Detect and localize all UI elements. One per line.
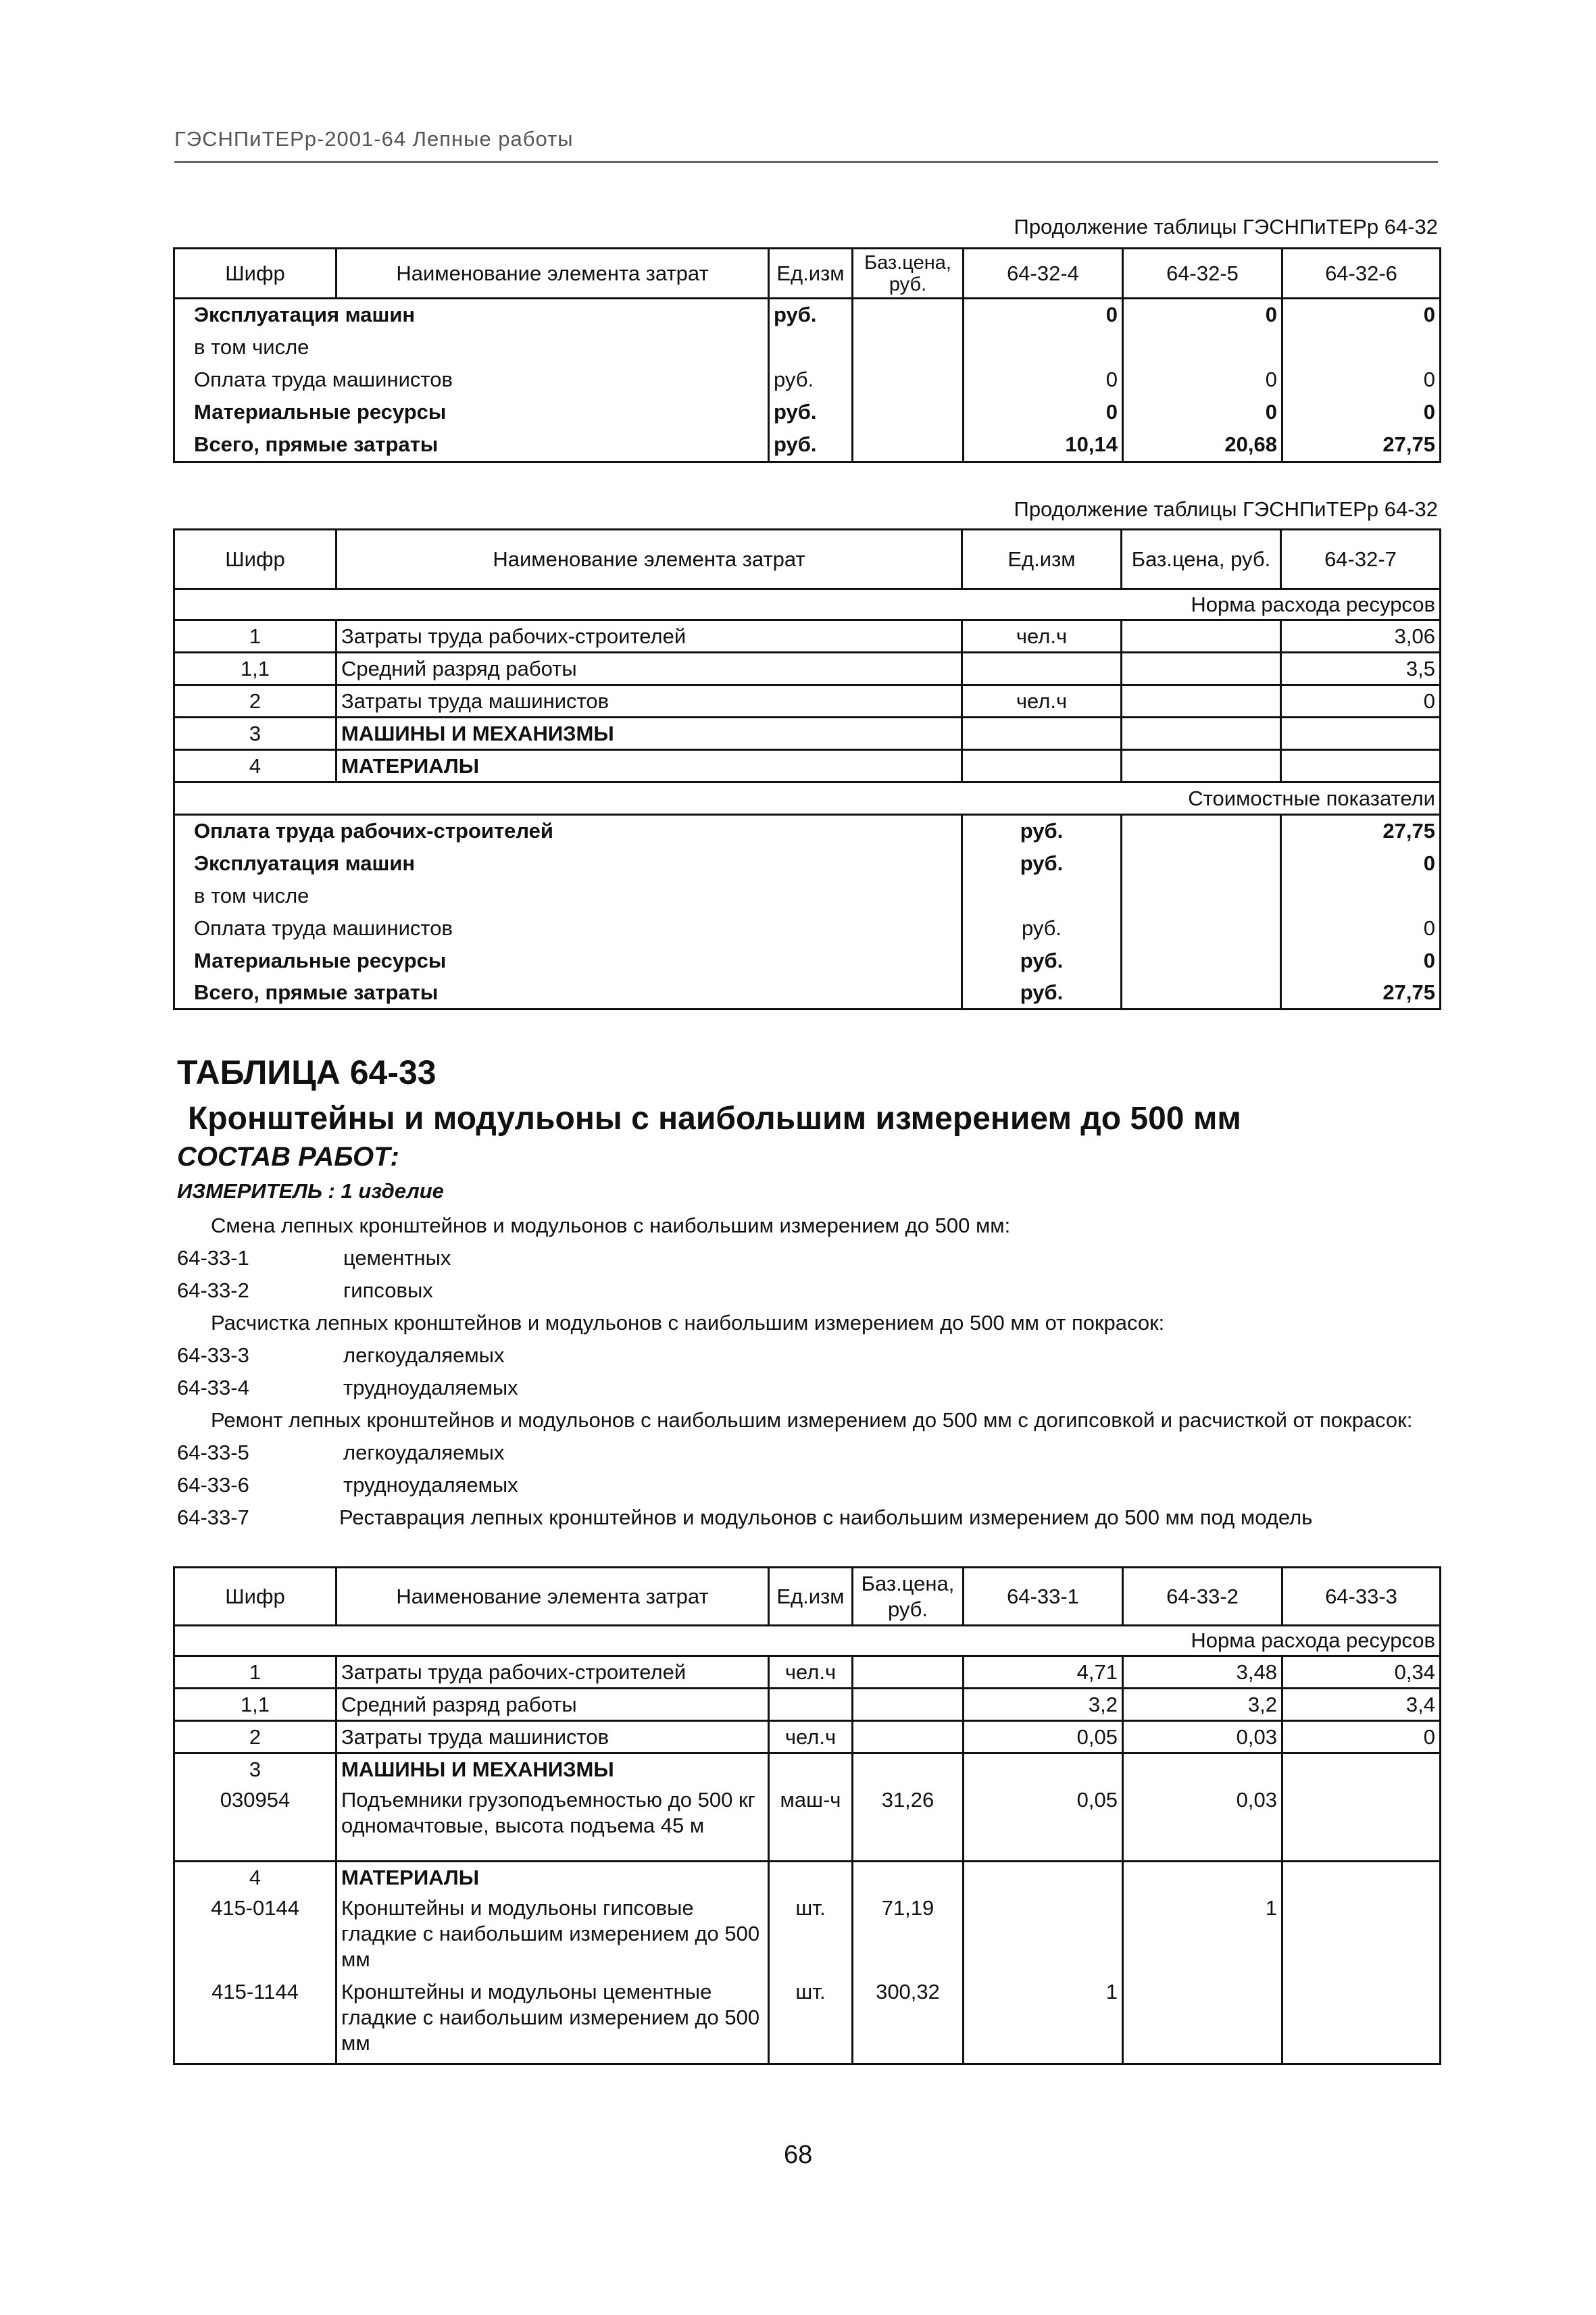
t1-r3-v0: 0 <box>964 396 1123 428</box>
t1-r3-unit: руб. <box>769 396 853 428</box>
t3-r7-name: Кронштейны и модульоны цементные гладкие с наибольшим измерением до 500 мм <box>336 1978 769 2064</box>
table-row <box>174 847 1441 880</box>
t2-c3-name: Оплата труда машинистов <box>174 912 962 945</box>
t2-c5-name: Всего, прямые затраты <box>174 977 962 1010</box>
t2-c4-unit: руб. <box>962 945 1122 977</box>
table-row <box>174 1721 1441 1753</box>
t3-r2-v1: 0,03 <box>1123 1721 1282 1753</box>
intro-repair: Ремонт лепных кронштейнов и модульонов с наибольшим измерением до 500 мм с догипсовкой и расчисткой от покрасок: <box>211 1408 1413 1432</box>
t2-h-unit: Ед.изм <box>962 530 1122 589</box>
table-row <box>174 750 1441 782</box>
t3-r1-v0: 3,2 <box>964 1689 1123 1721</box>
table-row <box>174 620 1441 653</box>
t3-r7-code: 415-1144 <box>174 1978 336 2064</box>
t3-r4-v1: 0,03 <box>1123 1786 1282 1862</box>
t2-c4-v: 0 <box>1281 945 1441 977</box>
table1-caption: Продолжение таблицы ГЭСНПиТЕРр 64-32 <box>1014 215 1438 239</box>
t1-r1-name: в том числе <box>174 331 769 364</box>
page-number: 68 <box>784 2141 813 2169</box>
t2-cost-label: Стоимостные показатели <box>174 782 1441 815</box>
table-row <box>174 299 1441 331</box>
table-row <box>174 1689 1441 1721</box>
table-row <box>174 1753 1441 1786</box>
t1-h-code: Шифр <box>174 249 336 299</box>
t2-c0-v: 27,75 <box>1281 815 1441 847</box>
t2-c0-name: Оплата труда рабочих-строителей <box>174 815 962 847</box>
t2-h-col1: 64-32-7 <box>1281 530 1441 589</box>
table-row <box>174 815 1441 847</box>
item-code: 64-33-6 <box>177 1473 249 1497</box>
t3-r6-v0 <box>964 1894 1123 1978</box>
t1-r2-v1: 0 <box>1123 364 1282 396</box>
item-code: 64-33-1 <box>177 1246 249 1270</box>
item-text: Реставрация лепных кронштейнов и модульонов с наибольшим измерением до 500 мм под модель <box>339 1505 1313 1529</box>
t1-h-name: Наименование элемента затрат <box>336 249 769 299</box>
t2-r1-v: 3,5 <box>1281 653 1441 685</box>
t3-r1-v1: 3,2 <box>1123 1689 1282 1721</box>
t3-r1-code: 1,1 <box>174 1689 336 1721</box>
table-row <box>174 1862 1441 1894</box>
table-row <box>174 880 1441 912</box>
table-row <box>174 718 1441 750</box>
item-text: легкоудаляемых <box>343 1343 505 1367</box>
t3-r6-v1: 1 <box>1123 1894 1282 1978</box>
item-code: 64-33-7 <box>177 1505 249 1529</box>
t2-r0-name: Затраты труда рабочих-строителей <box>336 620 962 653</box>
t3-r2-price <box>853 1721 964 1753</box>
item-code: 64-33-5 <box>177 1441 249 1464</box>
t1-h-price: Баз.цена, руб. <box>853 249 964 299</box>
t3-r6-name: Кронштейны и модульоны гипсовые гладкие с наибольшим измерением до 500 мм <box>336 1894 769 1978</box>
t3-r4-v0: 0,05 <box>964 1786 1123 1862</box>
t3-r0-v0: 4,71 <box>964 1656 1123 1689</box>
t1-r0-v0: 0 <box>964 299 1123 331</box>
running-header: ГЭСНПиТЕРр-2001-64 Лепные работы <box>174 127 574 151</box>
t3-r6-price: 71,19 <box>853 1894 964 1978</box>
t2-r3-name: МАШИНЫ И МЕХАНИЗМЫ <box>336 718 962 750</box>
t3-r4-name: Подъемники грузоподъемностью до 500 кг одномачтовые, высота подъема 45 м <box>336 1786 769 1862</box>
t1-r3-name: Материальные ресурсы <box>174 396 769 428</box>
t3-h-name: Наименование элемента затрат <box>336 1568 769 1626</box>
t3-r0-unit: чел.ч <box>769 1656 853 1689</box>
table-row <box>174 1786 1441 1862</box>
t2-h-price: Баз.цена, руб. <box>1122 530 1281 589</box>
t3-h-code: Шифр <box>174 1568 336 1626</box>
t3-r7-price: 300,32 <box>853 1978 964 2064</box>
t2-r4-code: 4 <box>174 750 336 782</box>
t3-r3-name: МАШИНЫ И МЕХАНИЗМЫ <box>336 1753 769 1786</box>
t3-r2-v0: 0,05 <box>964 1721 1123 1753</box>
t2-c1-unit: руб. <box>962 847 1122 880</box>
t1-r2-v2: 0 <box>1282 364 1441 396</box>
t2-r3-code: 3 <box>174 718 336 750</box>
t2-c3-unit: руб. <box>962 912 1122 945</box>
table2 <box>173 528 1441 1010</box>
t1-r3-v1: 0 <box>1123 396 1282 428</box>
t2-c2-name: в том числе <box>174 880 962 912</box>
t2-r2-code: 2 <box>174 685 336 718</box>
t1-r0-name: Эксплуатация машин <box>174 299 769 331</box>
t2-h-code: Шифр <box>174 530 336 589</box>
t1-h-unit: Ед.изм <box>769 249 853 299</box>
t2-r0-v: 3,06 <box>1281 620 1441 653</box>
table-row <box>174 1656 1441 1689</box>
t3-r0-price <box>853 1656 964 1689</box>
item-text: гипсовых <box>343 1278 433 1302</box>
t3-r4-code: 030954 <box>174 1786 336 1862</box>
item-code: 64-33-4 <box>177 1376 249 1399</box>
table-row <box>174 653 1441 685</box>
t3-r0-name: Затраты труда рабочих-строителей <box>336 1656 769 1689</box>
item-text: трудноудаляемых <box>343 1473 518 1497</box>
item-text: легкоудаляемых <box>343 1441 505 1464</box>
t2-r1-name: Средний разряд работы <box>336 653 962 685</box>
t3-r0-v2: 0,34 <box>1282 1656 1441 1689</box>
table-row <box>174 364 1441 396</box>
table-row <box>174 1978 1441 2064</box>
t2-c1-v: 0 <box>1281 847 1441 880</box>
table-title: ТАБЛИЦА 64-33 <box>177 1053 437 1091</box>
t3-r0-code: 1 <box>174 1656 336 1689</box>
table-row <box>174 685 1441 718</box>
t3-r5-code: 4 <box>174 1862 336 1894</box>
t3-r3-code: 3 <box>174 1753 336 1786</box>
section-subtitle: Кронштейны и модульоны с наибольшим измерением до 500 мм <box>188 1101 1241 1137</box>
t2-c3-v: 0 <box>1281 912 1441 945</box>
table-row <box>174 912 1441 945</box>
work-heading: СОСТАВ РАБОТ: <box>177 1142 399 1172</box>
table-row <box>174 331 1441 364</box>
table-row <box>174 1894 1441 1978</box>
t3-r6-code: 415-0144 <box>174 1894 336 1978</box>
table-row <box>174 396 1441 428</box>
t2-r2-unit: чел.ч <box>962 685 1122 718</box>
t3-r0-v1: 3,48 <box>1123 1656 1282 1689</box>
t1-h-col3: 64-32-6 <box>1282 249 1441 299</box>
t2-norm-label: Норма расхода ресурсов <box>174 589 1441 620</box>
t1-h-col2: 64-32-5 <box>1123 249 1282 299</box>
t2-r1-code: 1,1 <box>174 653 336 685</box>
table1 <box>173 247 1441 463</box>
t3-r7-v1 <box>1123 1978 1282 2064</box>
t1-r0-v1: 0 <box>1123 299 1282 331</box>
item-code: 64-33-3 <box>177 1343 249 1367</box>
t3-h-unit: Ед.изм <box>769 1568 853 1626</box>
t3-h-price: Баз.цена, руб. <box>853 1568 964 1626</box>
t3-r4-price: 31,26 <box>853 1786 964 1862</box>
item-text: цементных <box>343 1246 451 1270</box>
t3-r2-unit: чел.ч <box>769 1721 853 1753</box>
t3-r1-price <box>853 1689 964 1721</box>
t1-r4-name: Всего, прямые затраты <box>174 428 769 462</box>
t1-r2-name: Оплата труда машинистов <box>174 364 769 396</box>
t3-r6-v2 <box>1282 1894 1441 1978</box>
t2-c5-v: 27,75 <box>1281 977 1441 1010</box>
item-code: 64-33-2 <box>177 1278 249 1302</box>
t3-r7-v2 <box>1282 1978 1441 2064</box>
t3-r6-unit: шт. <box>769 1894 853 1978</box>
t2-r4-name: МАТЕРИАЛЫ <box>336 750 962 782</box>
t3-h-col1: 64-33-1 <box>964 1568 1123 1626</box>
t1-r2-v0: 0 <box>964 364 1123 396</box>
t3-r7-v0: 1 <box>964 1978 1123 2064</box>
t3-r4-v2 <box>1282 1786 1441 1862</box>
t2-r2-v: 0 <box>1281 685 1441 718</box>
t1-r2-unit: руб. <box>769 364 853 396</box>
item-text: трудноудаляемых <box>343 1376 518 1399</box>
table-row <box>174 428 1441 462</box>
t2-c5-unit: руб. <box>962 977 1122 1010</box>
t1-r3-v2: 0 <box>1282 396 1441 428</box>
t1-r4-unit: руб. <box>769 428 853 462</box>
t2-r2-name: Затраты труда машинистов <box>336 685 962 718</box>
t2-c0-unit: руб. <box>962 815 1122 847</box>
t3-r7-unit: шт. <box>769 1978 853 2064</box>
t1-r0-v2: 0 <box>1282 299 1441 331</box>
t3-r2-v2: 0 <box>1282 1721 1441 1753</box>
intro-replace: Смена лепных кронштейнов и модульонов с наибольшим измерением до 500 мм: <box>211 1214 1011 1237</box>
t3-r5-name: МАТЕРИАЛЫ <box>336 1862 769 1894</box>
t1-h-col1: 64-32-4 <box>964 249 1123 299</box>
measure-unit: ИЗМЕРИТЕЛЬ : 1 изделие <box>177 1179 444 1203</box>
t1-r4-v2: 27,75 <box>1282 428 1441 462</box>
table-row <box>174 977 1441 1010</box>
t2-h-name: Наименование элемента затрат <box>336 530 962 589</box>
intro-clean: Расчистка лепных кронштейнов и модульонов с наибольшим измерением до 500 мм от покрасок: <box>211 1311 1165 1335</box>
header-rule <box>174 161 1438 163</box>
t3-h-col3: 64-33-3 <box>1282 1568 1441 1626</box>
table2-caption: Продолжение таблицы ГЭСНПиТЕРр 64-32 <box>1014 497 1438 521</box>
t3-h-col2: 64-33-2 <box>1123 1568 1282 1626</box>
t3-norm-label: Норма расхода ресурсов <box>174 1626 1441 1656</box>
t2-c1-name: Эксплуатация машин <box>174 847 962 880</box>
t2-r0-code: 1 <box>174 620 336 653</box>
table-row <box>174 945 1441 977</box>
t1-r4-v1: 20,68 <box>1123 428 1282 462</box>
t3-r1-unit <box>769 1689 853 1721</box>
t3-r2-name: Затраты труда машинистов <box>336 1721 769 1753</box>
table3 <box>173 1566 1441 2065</box>
t1-r4-v0: 10,14 <box>964 428 1123 462</box>
t3-r1-v2: 3,4 <box>1282 1689 1441 1721</box>
t3-r2-code: 2 <box>174 1721 336 1753</box>
t3-r4-unit: маш-ч <box>769 1786 853 1862</box>
t1-r0-unit: руб. <box>769 299 853 331</box>
t2-r1-unit <box>962 653 1122 685</box>
t2-r0-unit: чел.ч <box>962 620 1122 653</box>
t3-r1-name: Средний разряд работы <box>336 1689 769 1721</box>
t2-c4-name: Материальные ресурсы <box>174 945 962 977</box>
